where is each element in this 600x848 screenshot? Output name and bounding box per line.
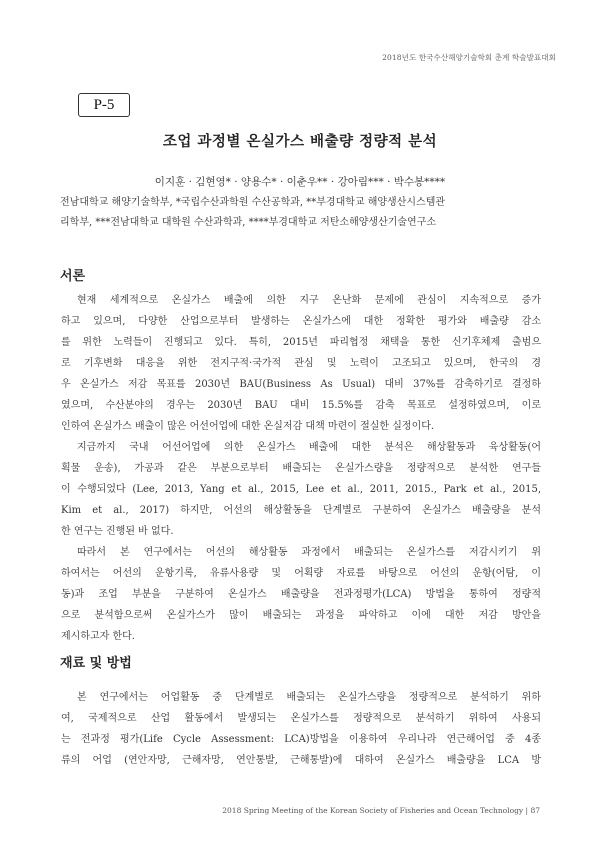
body-text-line: 는 전과정 평가(Life Cycle Assessment: LCA)방법을 이용하여 우리나라 연근해어업 중 4종: [61, 734, 541, 745]
running-header: 2018년도 한국수산해양기술학회 춘계 학술발표대회: [382, 53, 556, 62]
section-heading-introduction: 서론: [60, 269, 86, 284]
body-text-line: 현재 세계적으로 온실가스 배출에 의한 지구 온난화 문제에 관심이 지속적으로 증가: [77, 295, 541, 306]
body-text-line: 이 수행되었다 (Lee, 2013, Yang et al., 2015, Lee et al., 2011, 2015., Park et al., 2015,: [61, 484, 541, 495]
body-text-line: 으로 분석함으로써 온실가스가 많이 배출되는 과정을 파악하고 이에 대한 저감 방안을: [61, 610, 541, 621]
body-text-line: Kim et al., 2017) 하지만, 어선의 해상활동을 단계별로 구분하여 온실가스 배출량을 분석: [61, 505, 541, 516]
body-text-line: 우 온실가스 저감 목표를 2030년 BAU(Business As Usual) 대비 37%를 감축하기로 결정하: [61, 379, 541, 390]
body-text-line: 따라서 본 연구에서는 어선의 해상활동 과정에서 배출되는 온실가스를 저감시키기 위: [77, 547, 541, 558]
body-text-line: 를 위한 노력들이 진행되고 있다. 특히, 2015년 파리협정 채택을 통한 신기후체제 출범으: [61, 337, 541, 348]
affiliation-line: 전남대학교 해양기술학부, *국립수산과학원 수산공학과, **부경대학교 해양생산시스템관: [60, 197, 446, 208]
body-text-line: 였으며, 수산분야의 경우는 2030년 BAU 대비 15.5%를 감축 목표로 설정하였으며, 이로: [61, 400, 541, 411]
body-text-line: 제시하고자 한다.: [61, 631, 135, 642]
affiliation-line: 리학부, ***전남대학교 대학원 수산과학과, ****부경대학교 저탄소해양생산기술연구소: [60, 217, 437, 228]
poster-id-box: P-5: [78, 93, 130, 117]
body-text-line: 동)과 조업 부분을 구분하여 온실가스 배출량을 전과정평가(LCA) 방법을 통하여 정량적: [61, 589, 541, 600]
body-text-line: 하고 있으며, 다양한 산업으로부터 발생하는 온실가스에 대한 정확한 평가와 배출량 감소: [61, 316, 541, 327]
body-text-line: 인하여 온실가스 배출이 많은 어선어업에 대한 온실저감 대책 마련이 절실한 실정이다.: [61, 421, 435, 432]
body-text-line: 여, 국제적으로 산업 활동에서 발생되는 온실가스를 정량적으로 분석하기 위하여 사용되: [61, 713, 541, 724]
body-text-line: 류의 어업 (연안자망, 근해자망, 연안통발, 근해통발)에 대하여 온실가스 배출량을 LCA 방: [61, 755, 541, 766]
body-text-line: 로 기후변화 대응을 위한 전지구적·국가적 관심 및 노력이 고조되고 있으며, 한국의 경: [61, 358, 541, 369]
author-list: 이지훈 · 김현영* · 양용수* · 이춘우** · 강아림*** · 박수봉****: [154, 176, 446, 188]
body-text-line: 본 연구에서는 어업활동 중 단계별로 배출되는 온실가스량을 정량적으로 분석하기 위하: [77, 692, 541, 703]
paper-title: 조업 과정별 온실가스 배출량 정량적 분석: [162, 133, 438, 150]
body-text-line: 하여서는 어선의 운항기록, 유류사용량 및 어획량 자료를 바탕으로 어선의 운항(어탐, 이: [61, 568, 541, 579]
section-heading-materials-methods: 재료 및 방법: [60, 656, 132, 671]
running-footer: 2018 Spring Meeting of the Korean Society of Fisheries and Ocean Technology | 87: [222, 806, 540, 815]
body-text-line: 한 연구는 진행된 바 없다.: [61, 526, 174, 537]
body-text-line: 지금까지 국내 어선어업에 의한 온실가스 배출에 대한 분석은 해상활동과 육상활동(어: [77, 442, 541, 453]
body-text-line: 획물 운송), 가공과 같은 부분으로부터 배출되는 온실가스량을 정량적으로 분석한 연구들: [61, 463, 541, 474]
